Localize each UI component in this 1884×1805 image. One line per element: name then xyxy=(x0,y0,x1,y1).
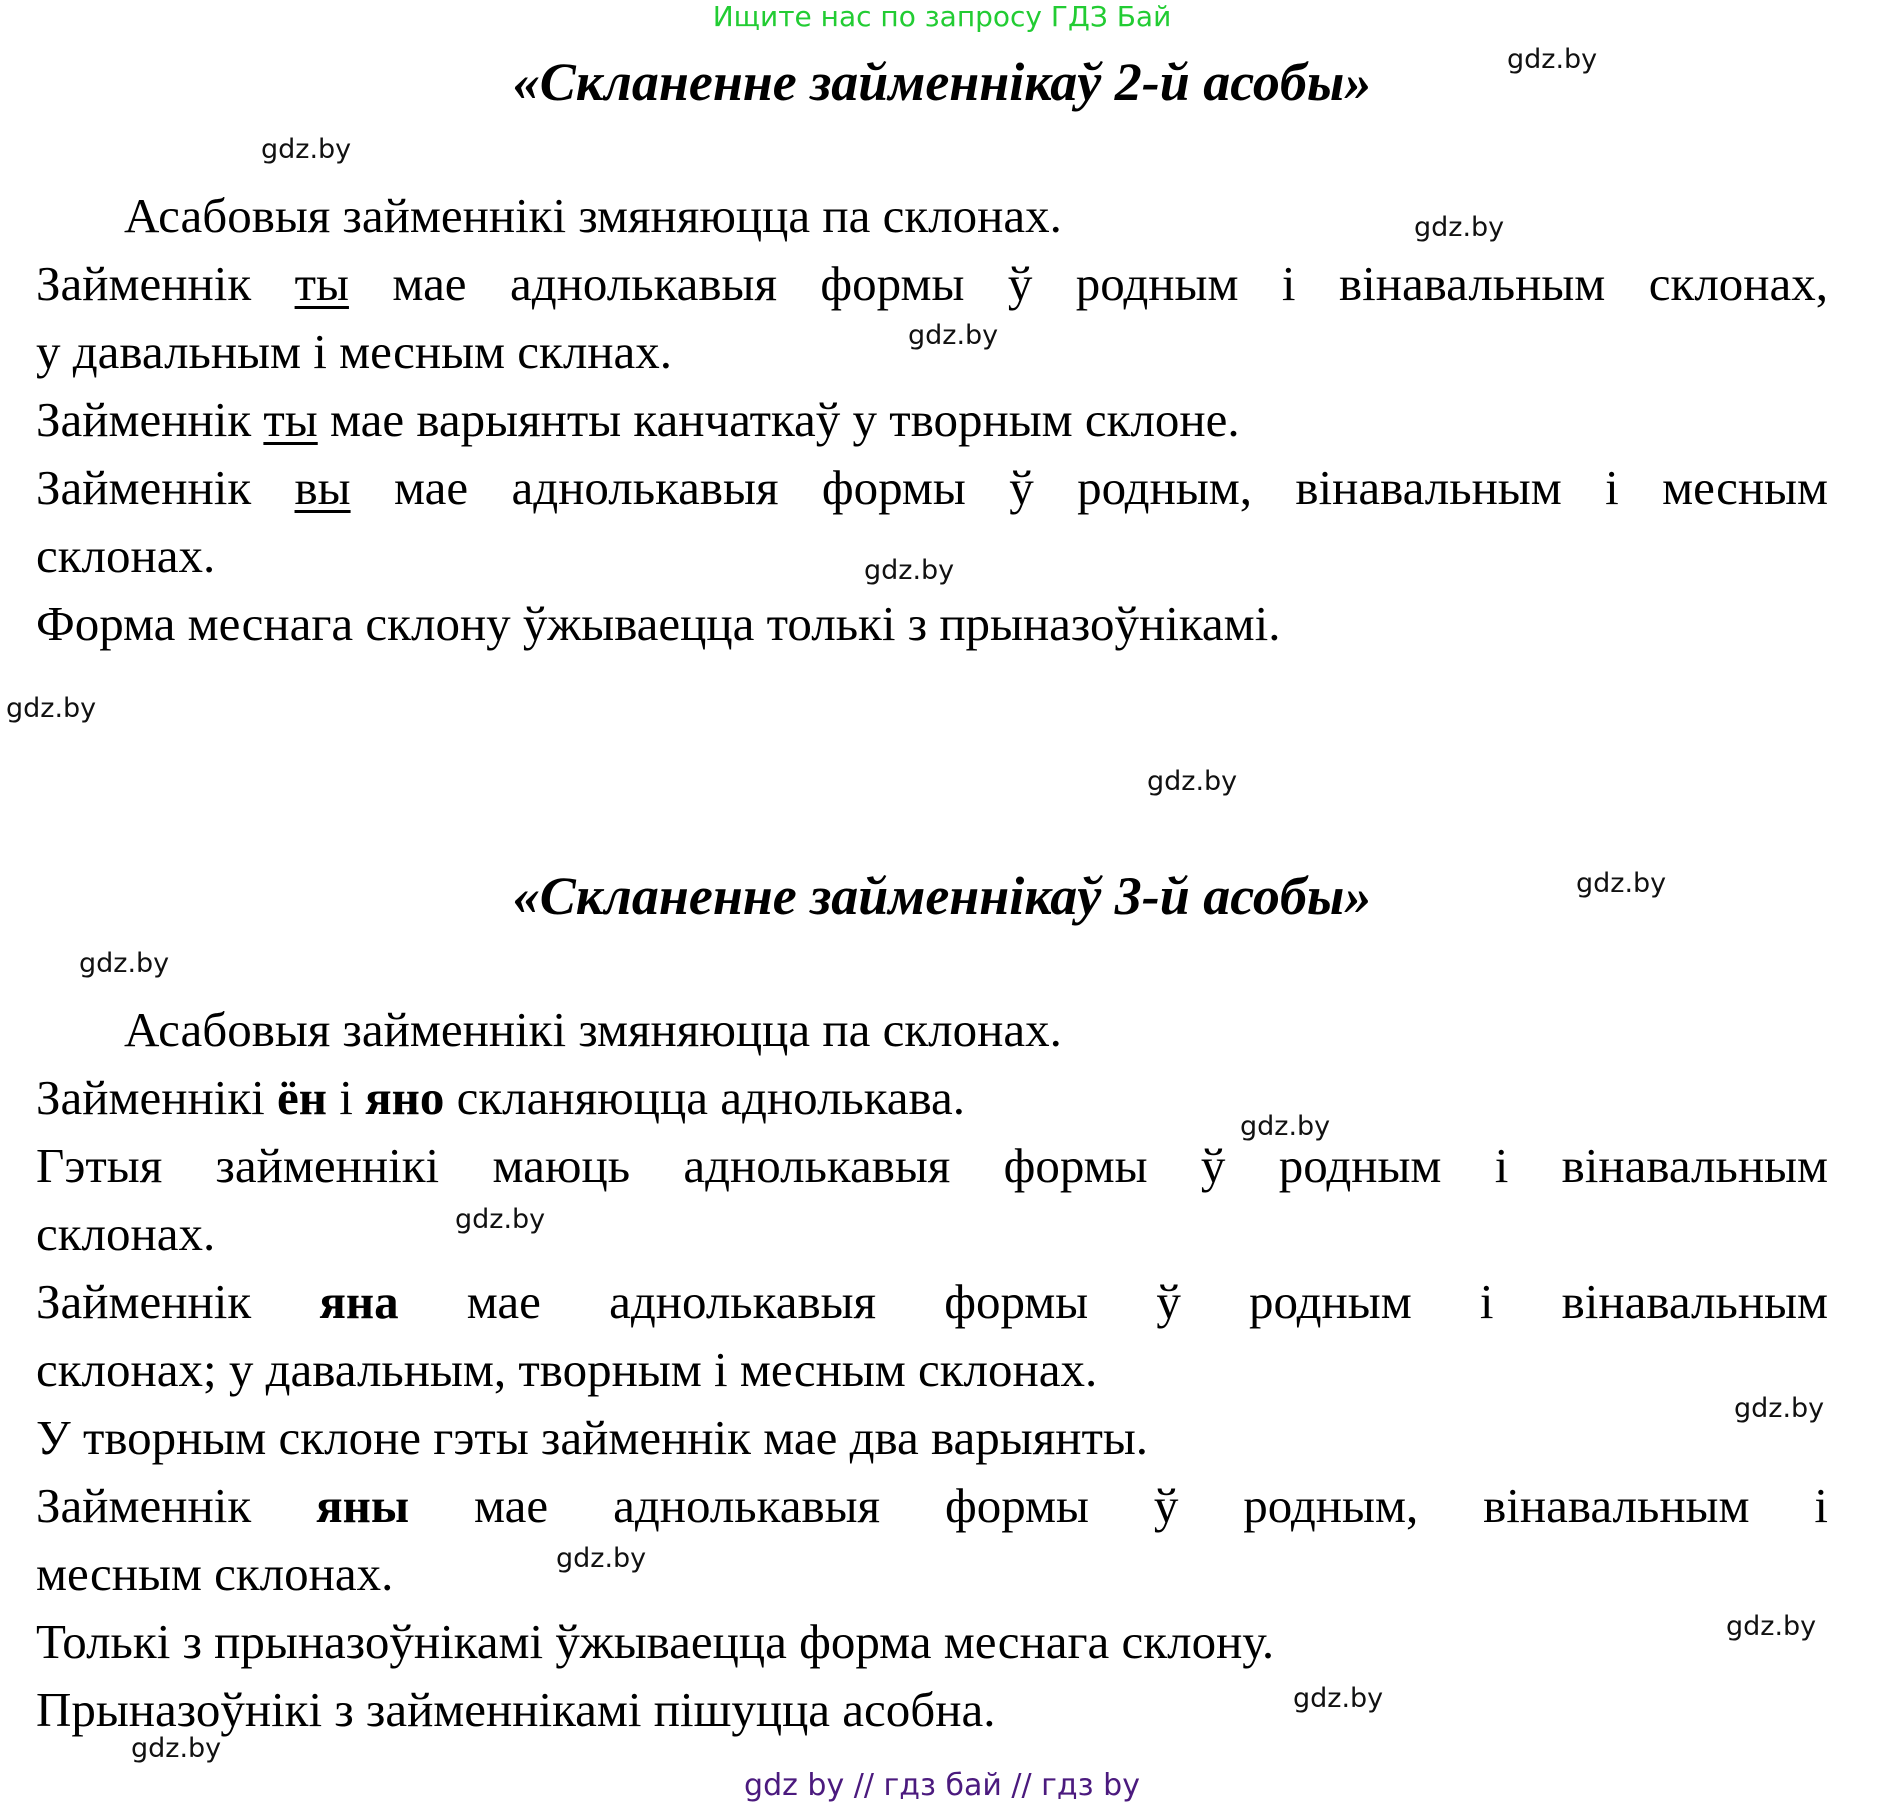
pronoun-ty: ты xyxy=(263,392,318,447)
pronoun-yon: ён xyxy=(277,1070,327,1125)
paragraph-line: Займеннік яны мае аднолькавыя формы ў родным, вінавальным і xyxy=(36,1478,1829,1533)
search-hint-banner: Ищите нас по запросу ГДЗ Бай xyxy=(712,0,1172,33)
section-title-2nd-person: «Скланенне займеннікаў 2-й асобы» xyxy=(512,52,1372,112)
watermark: gdz.by xyxy=(455,1204,546,1235)
paragraph-line: Асабовыя займеннікі змяняюцца па склонах. xyxy=(124,1002,1062,1057)
watermark: gdz.by xyxy=(1147,766,1238,797)
paragraph-line: Займеннік яна мае аднолькавыя формы ў родным і вінавальным xyxy=(36,1274,1829,1329)
paragraph-line: у давальным і месным склнах. xyxy=(36,324,673,379)
paragraph-line: Форма меснага склону ўжываецца толькі з прыназоўнікамі. xyxy=(36,596,1281,651)
watermark: gdz.by xyxy=(131,1733,222,1764)
paragraph-line: склонах; у давальным, творным і месным склонах. xyxy=(36,1342,1098,1397)
paragraph-line: склонах. xyxy=(36,1206,216,1261)
paragraph-line: Займеннік ты мае варыянты канчаткаў у творным склоне. xyxy=(36,392,1240,447)
watermark: gdz.by xyxy=(556,1543,647,1574)
pronoun-ty: ты xyxy=(294,256,349,311)
section-title-3rd-person: «Скланенне займеннікаў 3-й асобы» xyxy=(512,866,1372,926)
watermark: gdz.by xyxy=(1414,212,1505,243)
watermark: gdz.by xyxy=(6,693,97,724)
paragraph-line: Займеннік ты мае аднолькавыя формы ў родным і вінавальным склонах, xyxy=(36,256,1828,311)
watermark: gdz.by xyxy=(79,948,170,979)
paragraph-line: склонах. xyxy=(36,528,216,583)
watermark: gdz.by xyxy=(1507,44,1598,75)
pronoun-yano: яно xyxy=(365,1070,445,1125)
watermark: gdz.by xyxy=(1293,1683,1384,1714)
watermark: gdz.by xyxy=(261,134,352,165)
watermark: gdz.by xyxy=(1576,868,1667,899)
paragraph-line: У творным склоне гэты займеннік мае два варыянты. xyxy=(36,1410,1149,1465)
watermark: gdz.by xyxy=(1240,1111,1331,1142)
paragraph-line: месным склонах. xyxy=(36,1546,394,1601)
pronoun-yany: яны xyxy=(316,1478,410,1533)
pronoun-vy: вы xyxy=(294,460,351,515)
paragraph-line: Гэтыя займеннікі маюць аднолькавыя формы ў родным і вінавальным xyxy=(36,1138,1828,1193)
watermark: gdz.by xyxy=(1726,1611,1817,1642)
paragraph-line: Асабовыя займеннікі змяняюцца па склонах. xyxy=(124,188,1062,243)
paragraph-line: Прыназоўнікі з займеннікамі пішуцца асобна. xyxy=(36,1682,996,1737)
pronoun-yana: яна xyxy=(319,1274,399,1329)
paragraph-line: Займеннікі ён і яно скланяюцца аднолькава. xyxy=(36,1070,966,1125)
watermark: gdz.by xyxy=(864,555,955,586)
paragraph-line: Займеннік вы мае аднолькавыя формы ў родным, вінавальным і месным xyxy=(36,460,1829,515)
footer-links: gdz by // гдз бай // гдз by xyxy=(744,1768,1140,1803)
watermark: gdz.by xyxy=(908,320,999,351)
watermark: gdz.by xyxy=(1734,1393,1825,1424)
paragraph-line: Толькі з прыназоўнікамі ўжываецца форма меснага склону. xyxy=(36,1614,1275,1669)
